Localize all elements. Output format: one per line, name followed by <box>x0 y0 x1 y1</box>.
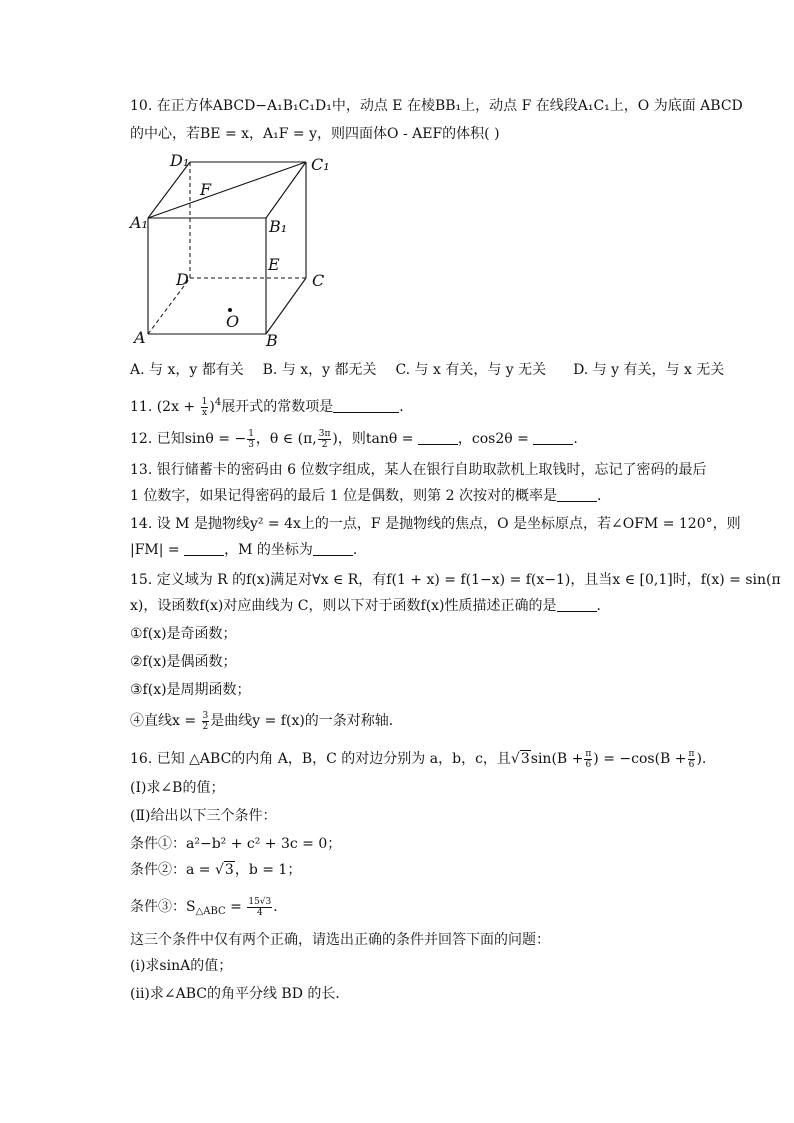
q16-fraction-1: $\frac{\pi}{6}$ <box>585 748 592 770</box>
q11-answer-blank[interactable] <box>333 400 399 413</box>
q11-fraction: $\frac{1}{x}$ <box>201 396 208 418</box>
q14-fm-blank[interactable] <box>184 543 224 556</box>
q15-line1: 15. 定义域为 R 的f(x)满足对∀x ∈ R，有f(1 + x) = f(1−x) = f(x−1)，且当x ∈ [0,1]时，f(x) = sin(π <box>130 572 781 588</box>
q15-item-2: ②f(x)是偶函数； <box>130 654 237 670</box>
edge-a1-c1 <box>148 162 306 218</box>
q10-option-a[interactable]: A. 与 x，y 都有关 <box>130 362 244 378</box>
label-a: A <box>134 328 146 347</box>
q15-item-1: ①f(x)是奇函数； <box>130 626 237 642</box>
q15-item-4: ④直线x = $\frac{3}{2}$ 是曲线y = f(x)的一条对称轴． <box>130 710 403 732</box>
q16-cond3-fraction: $\frac{15√3}{4}$ <box>248 896 272 918</box>
q10-option-d[interactable]: D. 与 y 有关，与 x 无关 <box>573 362 725 378</box>
label-o: O <box>226 312 240 331</box>
cube-figure <box>128 150 338 350</box>
edge-b1-c1 <box>266 162 306 218</box>
q16-fraction-2: $\frac{\pi}{6}$ <box>688 748 695 770</box>
q14-line1: 14. 设 M 是抛物线y² = 4x上的一点，F 是抛物线的焦点，O 是坐标原点，若∠OFM = 120°，则 <box>130 516 741 532</box>
label-d1: D₁ <box>170 151 190 170</box>
q13-answer-blank[interactable] <box>557 489 597 502</box>
q10-option-b[interactable]: B. 与 x，y 都无关 <box>262 362 377 378</box>
q11-line: 11. (2x + $\frac{1}{x}$ )$^4$展开式的常数项是 . <box>130 396 404 418</box>
label-b1: B₁ <box>269 217 288 236</box>
q13-line1: 13. 银行储蓄卡的密码由 6 位数字组成，某人在银行自助取款机上取钱时，忘记了密码的最后 <box>130 462 707 478</box>
q15-line2: x)，设函数f(x)对应曲线为 C，则以下对于函数f(x)性质描述正确的是 . <box>130 598 601 614</box>
q10-options <box>130 360 724 380</box>
label-d: D <box>176 270 189 289</box>
q15-answer-blank[interactable] <box>557 599 597 612</box>
q16-line1: 16. 已知 △ABC的内角 A，B，C 的对边分别为 a，b，c，且√3sin(B + $\frac{\pi}{6}$ ) = −cos(B + $\frac{\pi}{6}$ ). <box>130 748 707 770</box>
label-c: C <box>312 271 325 290</box>
q16-part1: (Ⅰ)求∠B的值； <box>130 780 225 796</box>
edge-a1-d1 <box>148 162 190 218</box>
q10-line1: 10. 在正方体ABCD−A₁B₁C₁D₁中，动点 E 在棱BB₁上，动点 F 在线段A₁C₁上，O 为底面 ABCD <box>130 98 743 114</box>
q12-fraction-2: $\frac{3\pi}{2}$ <box>318 428 331 450</box>
q15-item-3: ③f(x)是周期函数； <box>130 682 251 698</box>
label-c1: C₁ <box>311 155 330 174</box>
label-e: E <box>268 255 280 274</box>
q16-instruction: 这三个条件中仅有两个正确，请选出正确的条件并回答下面的问题： <box>130 932 550 948</box>
q12-cos-blank[interactable] <box>533 432 573 445</box>
q14-line2: |FM| = ，M 的坐标为 . <box>130 542 358 558</box>
q16-condition-2: 条件②：a = √3，b = 1； <box>130 862 302 878</box>
q16-sub-question-2: (ii)求∠ABC的角平分线 BD 的长． <box>130 986 350 1002</box>
q16-condition-1: 条件①：a²−b² + c² + 3c = 0； <box>130 836 342 852</box>
q16-condition-3: 条件③：$S_{\triangle ABC}$ = $\frac{15√3}{4}$ . <box>130 896 278 918</box>
q14-coord-blank[interactable] <box>313 543 353 556</box>
q16-sub-question-1: (i)求sinA的值； <box>130 958 233 974</box>
q12-line: 12. 已知sinθ = − $\frac{1}{3}$ ，θ ∈ (π, $\frac{3\pi}{2}$ )，则tanθ = ，cos2θ = . <box>130 428 578 450</box>
q12-fraction-1: $\frac{1}{3}$ <box>248 428 254 450</box>
q16-part2: (Ⅱ)给出以下三个条件： <box>130 808 277 824</box>
label-a1: A₁ <box>130 213 148 232</box>
q10-option-c[interactable]: C. 与 x 有关，与 y 无关 <box>395 362 547 378</box>
q10-line2: 的中心，若BE = x，A₁F = y，则四面体O - AEF的体积( ) <box>130 126 500 142</box>
q12-tan-blank[interactable] <box>418 432 458 445</box>
label-b: B <box>266 331 278 350</box>
edge-b-c <box>266 278 306 334</box>
q15-item4-fraction: $\frac{3}{2}$ <box>202 710 209 732</box>
label-f: F <box>200 180 212 199</box>
q13-line2: 1 位数字，如果记得密码的最后 1 位是偶数，则第 2 次按对的概率是 . <box>130 488 602 504</box>
